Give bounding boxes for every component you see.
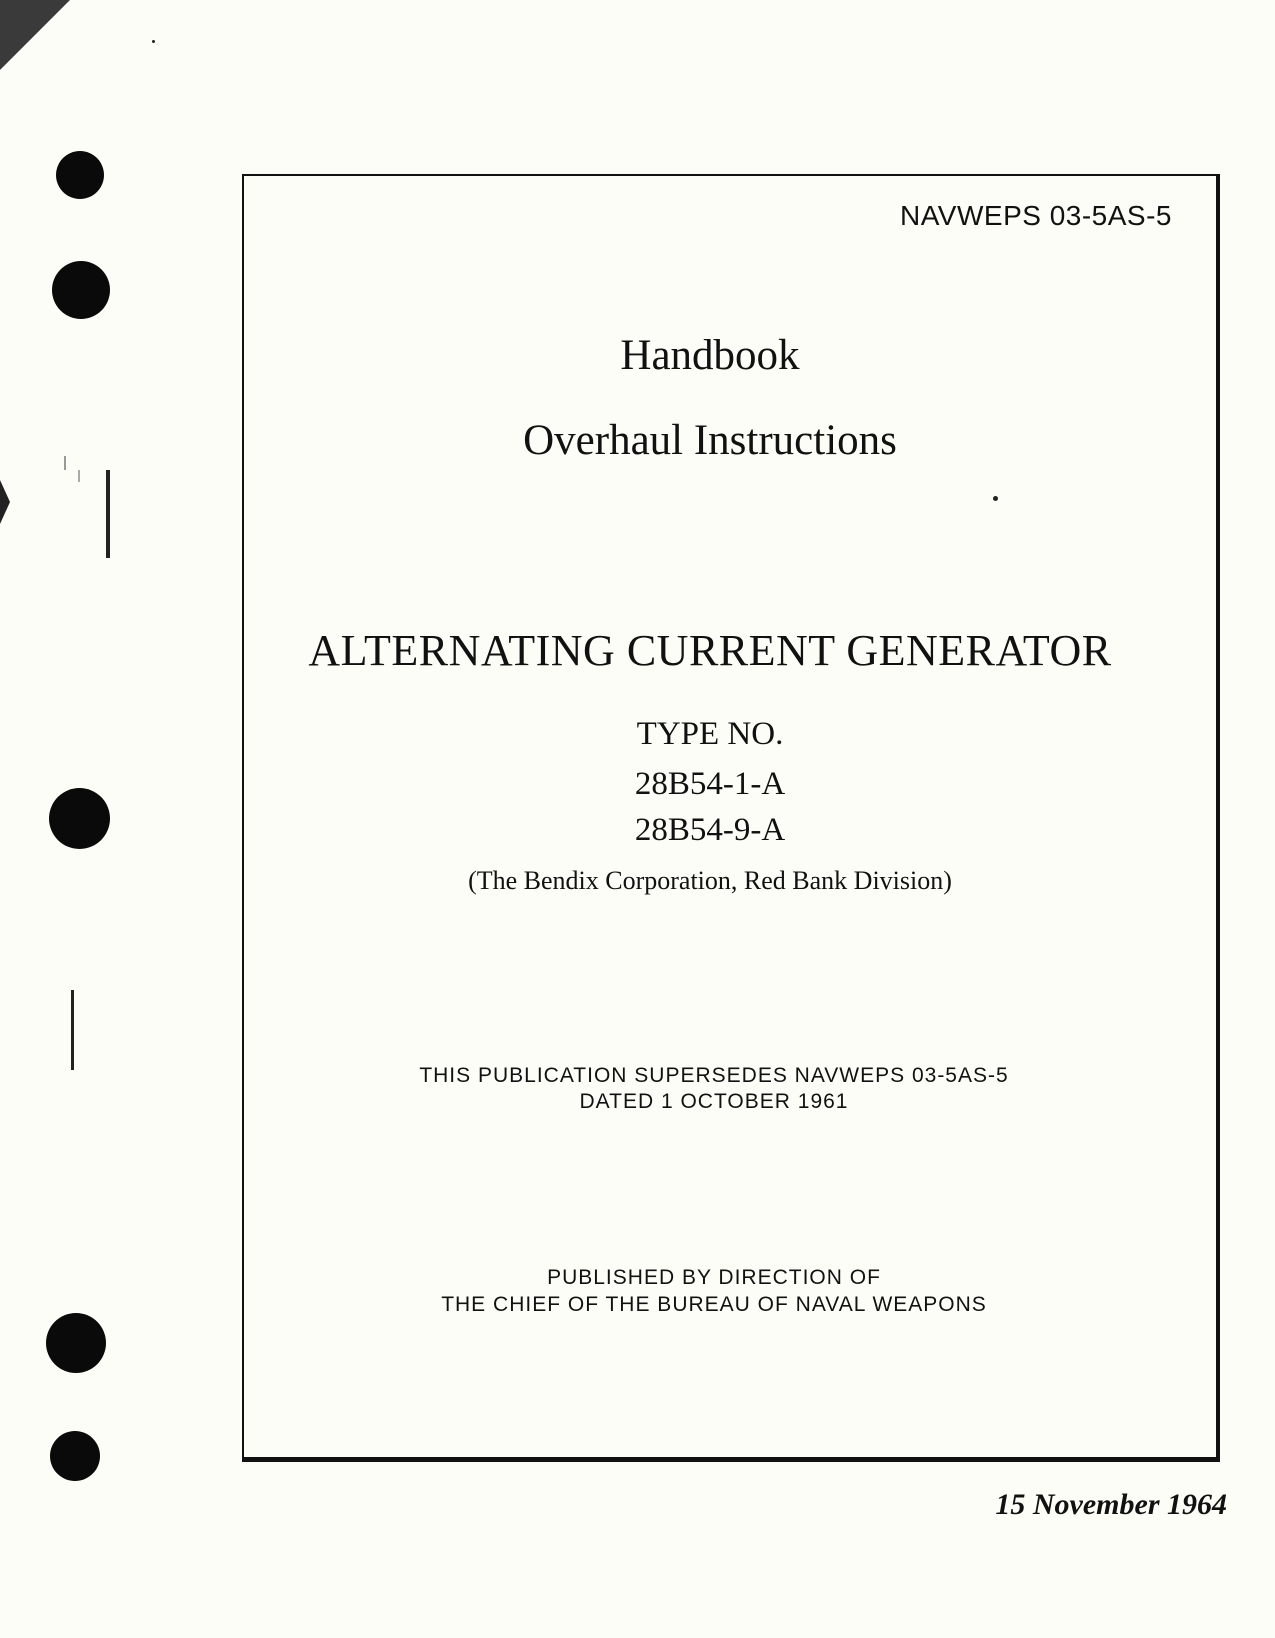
binder-hole	[49, 788, 110, 849]
binding-mark	[71, 990, 74, 1070]
supersedes-date: DATED 1 OCTOBER 1961	[579, 1090, 849, 1113]
page-title: ALTERNATING CURRENT GENERATOR	[308, 626, 1112, 675]
handbook-heading: Handbook	[620, 332, 800, 379]
binder-hole	[50, 1431, 100, 1481]
supersedes-notice: THIS PUBLICATION SUPERSEDES NAVWEPS 03-5AS-5	[419, 1064, 1009, 1087]
binder-hole	[56, 151, 104, 199]
binder-hole	[52, 261, 110, 319]
page-edge-mark	[0, 480, 10, 524]
document-number: NAVWEPS 03-5AS-5	[899, 200, 1172, 231]
type-label: TYPE NO.	[636, 716, 784, 752]
publishing-authority: THE CHIEF OF THE BUREAU OF NAVAL WEAPONS	[441, 1293, 987, 1316]
publication-date: 15 November 1964	[995, 1488, 1227, 1521]
subtitle: Overhaul Instructions	[523, 417, 897, 464]
published-by: PUBLISHED BY DIRECTION OF	[547, 1266, 881, 1289]
cover-frame	[242, 174, 1220, 1462]
manufacturer: (The Bendix Corporation, Red Bank Division)	[468, 866, 952, 895]
scan-speck	[152, 40, 155, 43]
binding-mark	[64, 456, 66, 470]
type-number: 28B54-9-A	[634, 812, 786, 848]
type-number: 28B54-1-A	[634, 766, 786, 802]
binder-hole	[46, 1313, 106, 1373]
binding-mark	[78, 470, 80, 482]
binding-mark	[106, 470, 110, 558]
folded-corner	[0, 0, 70, 70]
